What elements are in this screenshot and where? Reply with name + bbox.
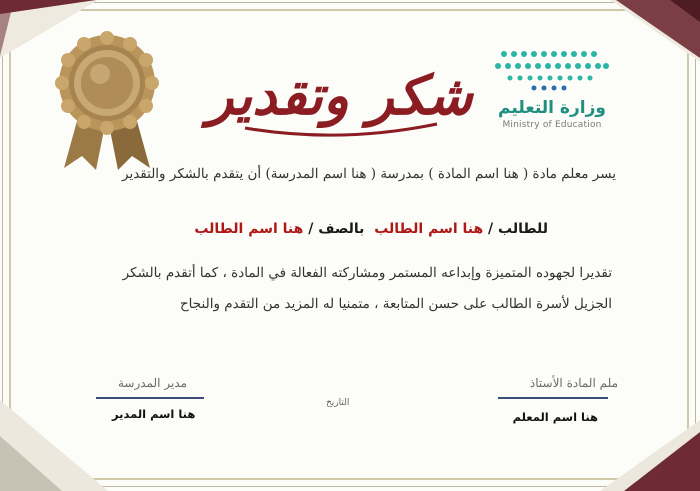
class-name: هنا اسم الطالب	[194, 221, 304, 237]
student-name: هنا اسم الطالب	[374, 221, 484, 237]
principal-signature-line	[96, 397, 204, 399]
teacher-label: ملم المادة الأستاذ	[529, 376, 618, 390]
intro-line: يسر معلم مادة ( هنا اسم المادة ) بمدرسة ( هنا اسم المدرسة) أن يتقدم بالشكر والتقدير	[122, 166, 616, 182]
logo-arabic: وزارة التعليم	[498, 98, 606, 118]
corner-bottom-right	[600, 420, 700, 491]
appreciation-line-2: الجزيل لأسرة الطالب على حسن المتابعة ، متمنيا له المزيد من التقدم والنجاح	[179, 296, 612, 312]
student-line	[194, 221, 548, 237]
ministry-logo-icon	[488, 44, 616, 144]
appreciation-line-1: تقديرا لجهوده المتميزة وإبداعه المستمر ومشاركته الفعالة في المادة ، كما أتقدم بالشكر	[122, 265, 612, 281]
title-text: شكر وتقدير	[207, 63, 473, 127]
teacher-signature-line	[498, 397, 608, 399]
principal-label: مدير المدرسة	[118, 376, 188, 390]
date-label: التاريخ	[326, 398, 350, 408]
principal-name: هنا اسم المدير	[112, 407, 196, 421]
corner-top-right	[610, 0, 700, 64]
seal-ribbon-icon	[52, 28, 162, 173]
title-calligraphy	[207, 36, 473, 146]
student-prefix: للطالب /	[483, 221, 548, 237]
logo-dots	[488, 44, 616, 96]
corner-bottom-left	[0, 400, 110, 491]
class-prefix: بالصف /	[303, 221, 375, 237]
teacher-name: هنا اسم المعلم	[512, 410, 598, 424]
logo-english: Ministry of Education	[502, 120, 602, 130]
